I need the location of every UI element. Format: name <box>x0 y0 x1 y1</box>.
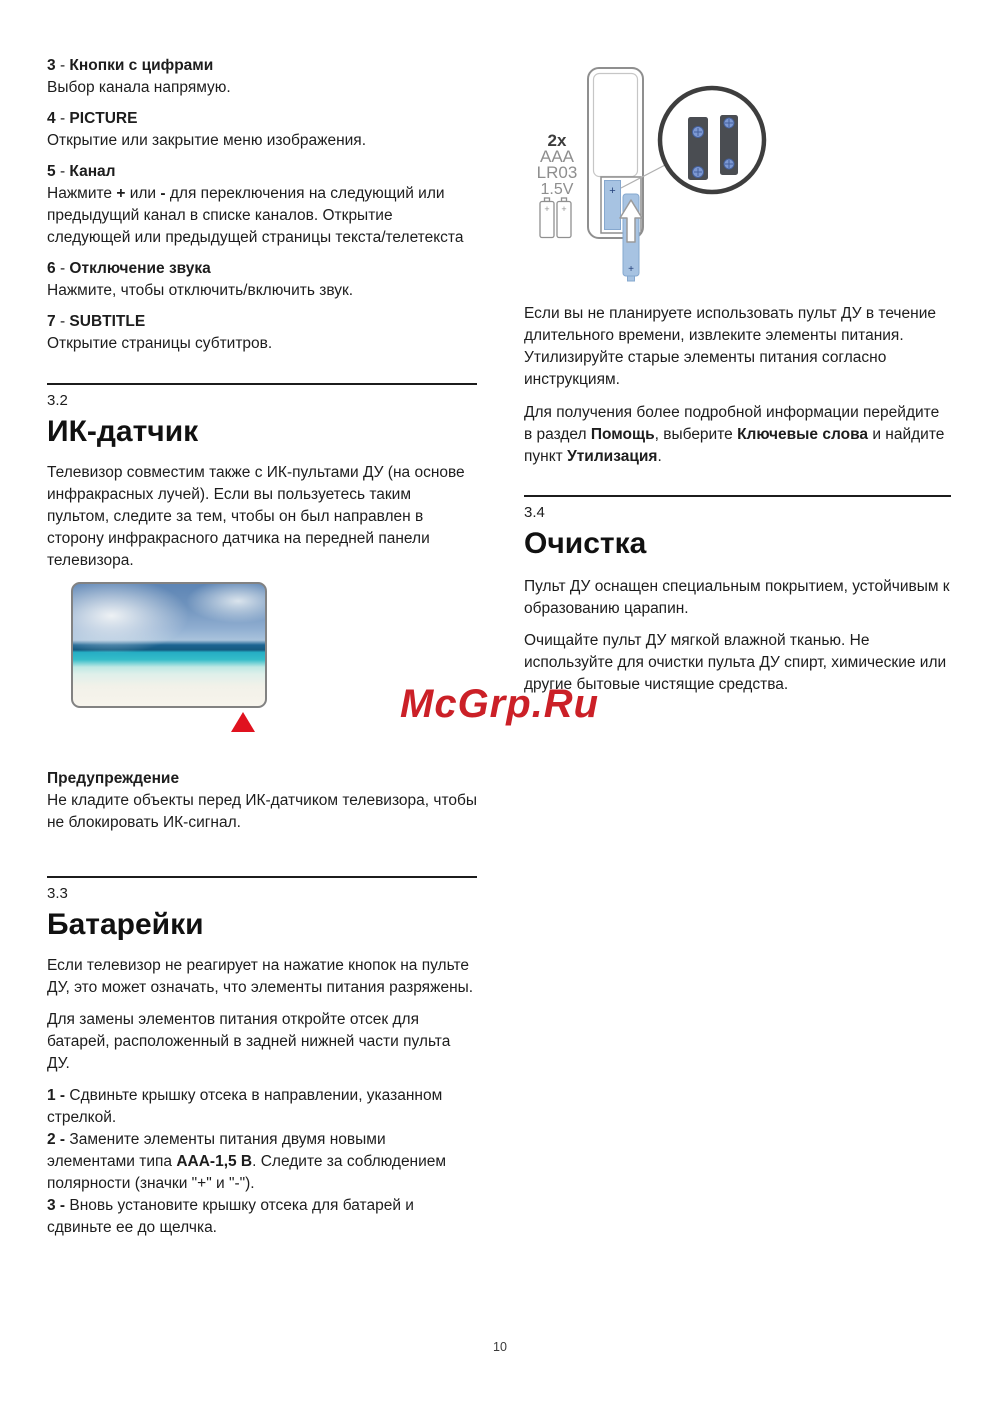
button-title: Кнопки с цифрами <box>69 57 214 74</box>
remote-buttons-list <box>47 55 477 355</box>
button-item-desc: Открытие страницы субтитров. <box>47 335 273 352</box>
button-item-desc: Открытие или закрытие меню изображения. <box>47 132 367 149</box>
right-column <box>524 55 951 696</box>
batteries-paragraph-1: Если телевизор не реагирует на нажатие кнопок на пульте ДУ, это может означать, что элементы питания разряжены. <box>47 957 474 996</box>
svg-text:+: + <box>628 264 634 275</box>
battery-spec-label <box>537 131 578 198</box>
battery-replacement-steps <box>47 1085 477 1239</box>
left-column <box>47 55 477 1239</box>
mcgrp-watermark: McGrp.Ru <box>400 682 600 726</box>
svg-text:+: + <box>544 204 550 214</box>
cleaning-paragraph-2: Очищайте пульт ДУ мягкой влажной тканью. Не используйте для очистки пульта ДУ спирт, химические или другие бытовые чистящие средства. <box>524 632 947 693</box>
ir-sensor-indicator-triangle <box>231 712 255 732</box>
button-item-heading <box>47 311 477 333</box>
button-item-7 <box>47 311 477 355</box>
svg-text:LR03: LR03 <box>536 163 578 182</box>
zoom-circle <box>660 88 764 192</box>
section-title-ir-sensor: ИК-датчик <box>47 415 199 448</box>
dash-separator: - <box>59 260 66 277</box>
svg-text:AAA: AAA <box>539 147 575 166</box>
svg-text:+: + <box>609 185 616 197</box>
recycling-info-paragraph: Для получения более подробной информации перейдите в раздел Помощь, выберите Ключевые слова и найдите пункт Утилизация. <box>524 404 945 465</box>
button-item-heading <box>47 258 477 280</box>
warning-body: Не кладите объекты перед ИК-датчиком телевизора, чтобы не блокировать ИК-сигнал. <box>47 792 478 831</box>
dash-separator: - <box>59 313 66 330</box>
section-divider <box>47 876 477 878</box>
aaa-battery-icon-plus <box>544 204 566 214</box>
battery-type-label: AAA-1,5 В <box>176 1153 253 1170</box>
button-number: 7 <box>47 313 56 330</box>
warning-title: Предупреждение <box>47 770 180 787</box>
tv-beach-screen-image <box>71 582 267 708</box>
button-item-heading <box>47 55 477 77</box>
step-number: 1 - <box>47 1087 66 1104</box>
button-title: PICTURE <box>69 110 138 127</box>
recycling-menu-label: Утилизация <box>567 448 658 465</box>
section-divider <box>524 495 951 497</box>
button-item-heading <box>47 108 477 130</box>
button-item-3 <box>47 55 477 99</box>
button-title: Отключение звука <box>69 260 211 277</box>
button-item-6 <box>47 258 477 302</box>
step-2: 2 - Замените элементы питания двумя новыми элементами типа AAA-1,5 В. Следите за соблюдением полярности (значки "+" и "-"). <box>47 1131 447 1192</box>
button-item-4 <box>47 108 477 152</box>
button-item-desc: Нажмите + или - для переключения на следующий или предыдущий канал в списке каналов. Открытие следующей или предыдущей страницы текста/телетекста <box>47 185 464 246</box>
button-title: SUBTITLE <box>69 313 146 330</box>
section-title-batteries: Батарейки <box>47 908 204 941</box>
ir-section-body: Телевизор совместим также с ИК-пультами ДУ (на основе инфракрасных лучей). Если вы пользуетесь таким пультом, следите за тем, чтобы он был направлен в сторону инфракрасного датчика на передней панели телевизора. <box>47 464 465 569</box>
cleaning-paragraph-1: Пульт ДУ оснащен специальным покрытием, устойчивым к образованию царапин. <box>524 578 950 617</box>
button-item-desc: Нажмите, чтобы отключить/включить звук. <box>47 282 354 299</box>
section-number: 3.2 <box>47 392 68 409</box>
dash-separator: - <box>59 163 66 180</box>
step-1: 1 - Сдвиньте крышку отсека в направлении, указанном стрелкой. <box>47 1087 443 1126</box>
button-title: Канал <box>69 163 116 180</box>
batteries-paragraph-2: Для замены элементов питания откройте отсек для батарей, расположенный в задней нижней части пульта ДУ. <box>47 1011 451 1072</box>
section-number: 3.4 <box>524 504 545 521</box>
button-item-desc: Выбор канала напрямую. <box>47 79 231 96</box>
button-number: 3 <box>47 57 56 74</box>
battery-removal-paragraph: Если вы не планируете использовать пульт ДУ в течение длительного времени, извлеките элементы питания. Утилизируйте старые элементы питания согласно инструкциям. <box>524 305 936 388</box>
minus-symbol: - <box>160 185 166 202</box>
step-number: 2 - <box>47 1131 66 1148</box>
battery-installation-illustration <box>524 60 951 295</box>
keywords-menu-label: Ключевые слова <box>737 426 869 443</box>
svg-text:1.5V: 1.5V <box>540 181 574 198</box>
button-item-heading <box>47 161 477 183</box>
dash-separator: - <box>59 57 66 74</box>
help-menu-label: Помощь <box>590 426 655 443</box>
plus-symbol: + <box>116 185 126 202</box>
section-divider <box>47 383 477 385</box>
section-number: 3.3 <box>47 885 68 902</box>
button-number: 5 <box>47 163 56 180</box>
step-number: 3 - <box>47 1197 66 1214</box>
button-number: 6 <box>47 260 56 277</box>
page-number: 10 <box>493 1340 507 1354</box>
svg-text:2x: 2x <box>547 131 567 150</box>
step-3: 3 - Вновь установите крышку отсека для батарей и сдвиньте ее до щелчка. <box>47 1197 414 1236</box>
button-number: 4 <box>47 110 56 127</box>
section-title-cleaning: Очистка <box>524 527 647 560</box>
svg-text:+: + <box>561 204 567 214</box>
button-item-5 <box>47 161 477 249</box>
dash-separator: - <box>59 110 66 127</box>
